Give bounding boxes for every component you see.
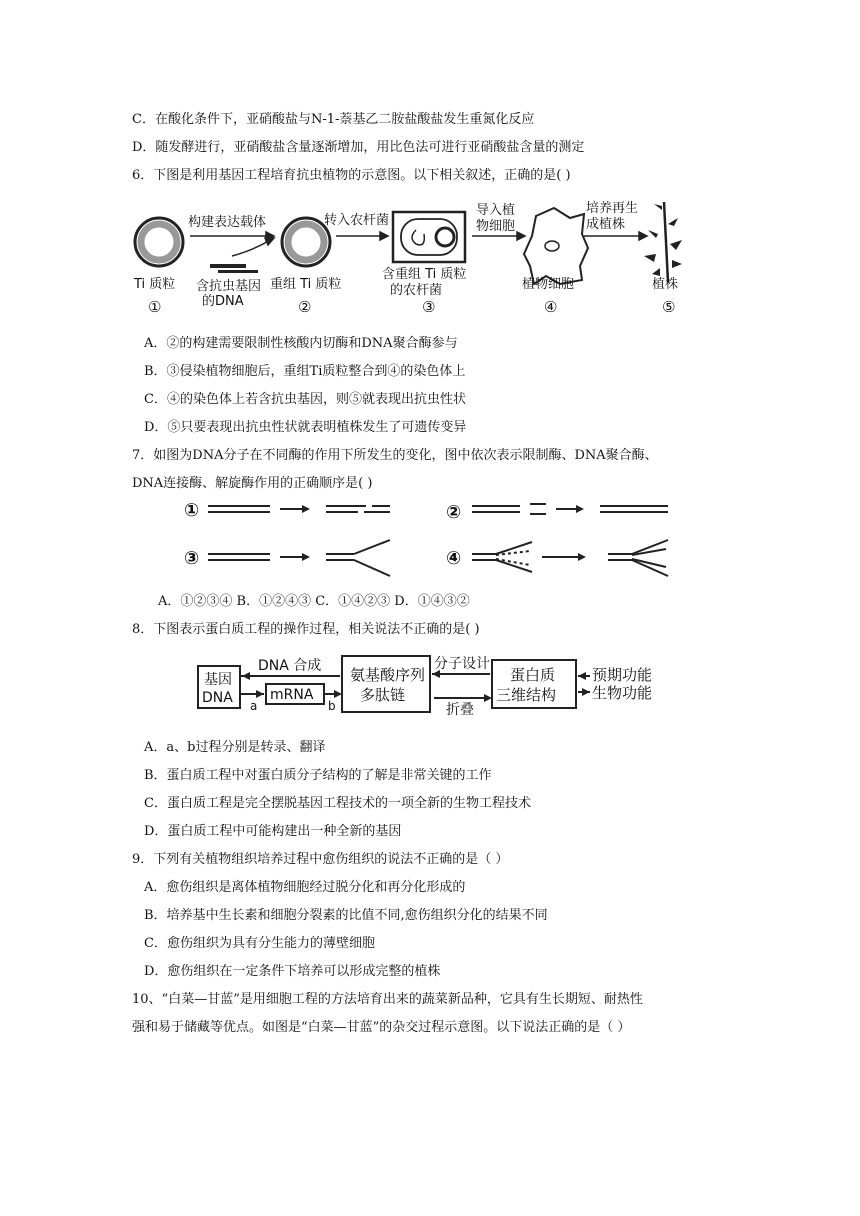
fig6-arrow3b: 物细胞 xyxy=(476,219,516,234)
fig6-num3: ③ xyxy=(422,298,436,316)
question-10-line1: 10、“白菜—甘蓝”是用细胞工程的方法培育出来的蔬菜新品种，它具有生长期短、耐热性 xyxy=(132,992,643,1007)
fig7-n2: ② xyxy=(446,502,462,523)
fig8-mol-design: 分子设计 xyxy=(434,656,490,672)
fig8-bio-func: 生物功能 xyxy=(592,684,653,702)
fig6-label4: 植物细胞 xyxy=(522,277,575,292)
option-d-prev: D．随发酵进行，亚硝酸盐含量逐渐增加，用比色法可进行亚硝酸盐含量的测定 xyxy=(132,140,585,155)
fig6-label1: Ti 质粒 xyxy=(134,277,176,292)
fig8-a: a xyxy=(250,699,258,713)
fig7-n4: ④ xyxy=(446,548,462,569)
q9-option-c: C．愈伤组织为具有分生能力的薄壁细胞 xyxy=(144,936,375,951)
fig8-b: b xyxy=(328,699,336,713)
q7-options: A．①②③④ B．①②④③ C．①④②③ D．①④③② xyxy=(158,594,470,609)
fig8-dna-synth: DNA 合成 xyxy=(258,658,322,674)
q9-option-d: D．愈伤组织在一定条件下培养可以形成完整的植株 xyxy=(144,964,441,979)
fig8-aa-seq: 氨基酸序列 xyxy=(350,666,426,684)
fig6-num5: ⑤ xyxy=(662,298,676,316)
q8-option-b: B．蛋白质工程中对蛋白质分子结构的了解是非常关键的工作 xyxy=(144,768,492,783)
fig6-num1: ① xyxy=(148,298,162,316)
option-c-prev: C．在酸化条件下，亚硝酸盐与N-1-萘基乙二胺盐酸盐发生重氮化反应 xyxy=(132,112,535,127)
question-6: 6．下图是利用基因工程培育抗虫植物的示意图。以下相关叙述，正确的是( ) xyxy=(132,168,571,183)
fig7-n1: ① xyxy=(184,500,200,521)
fig6-gene-b: 的DNA xyxy=(202,294,244,309)
fig7-n3: ③ xyxy=(184,548,200,569)
fig8-gene: 基因 xyxy=(204,672,232,688)
q6-option-d: D．⑤只要表现出抗虫性状就表明植株发生了可遗传变异 xyxy=(144,420,467,435)
figure-8-protein-engineering xyxy=(196,648,666,716)
q6-option-b: B．③侵染植物细胞后，重组Ti质粒整合到④的染色体上 xyxy=(144,364,466,379)
q8-option-a: A．a、b过程分别是转录、翻译 xyxy=(144,740,326,755)
fig8-protein: 蛋白质 xyxy=(510,666,556,684)
question-9: 9．下列有关植物组织培养过程中愈伤组织的说法不正确的是（ ） xyxy=(132,852,509,867)
question-8: 8．下图表示蛋白质工程的操作过程，相关说法不正确的是( ) xyxy=(132,622,480,637)
fig6-label2: 重组 Ti 质粒 xyxy=(270,277,342,292)
fig8-fold: 折叠 xyxy=(446,702,474,716)
q8-option-d: D．蛋白质工程中可能构建出一种全新的基因 xyxy=(144,824,402,839)
fig6-arrow4b: 成植株 xyxy=(586,217,626,232)
q6-option-a: A．②的构建需要限制性核酸内切酶和DNA聚合酶参与 xyxy=(144,336,458,351)
fig6-arrow1: 构建表达载体 xyxy=(188,215,267,230)
fig6-num2: ② xyxy=(298,298,312,316)
fig8-expected: 预期功能 xyxy=(592,666,653,684)
fig6-arrow2: 转入农杆菌 xyxy=(324,213,390,228)
fig6-arrow4a: 培养再生 xyxy=(586,201,639,216)
q9-option-b: B．培养基中生长素和细胞分裂素的比值不同,愈伤组织分化的结果不同 xyxy=(144,908,548,923)
fig8-polypeptide: 多肽链 xyxy=(360,686,406,704)
fig6-label5: 植株 xyxy=(652,277,679,292)
fig6-arrow3a: 导入植 xyxy=(476,203,516,218)
fig6-label3b: 的农杆菌 xyxy=(390,283,443,298)
q8-option-c: C．蛋白质工程是完全摆脱基因工程技术的一项全新的生物工程技术 xyxy=(144,796,531,811)
question-10-line2: 强和易于储藏等优点。如图是“白菜—甘蓝”的杂交过程示意图。以下说法正确的是（ ） xyxy=(132,1020,631,1035)
fig8-dna: DNA xyxy=(202,690,233,706)
fig8-struct3d: 三维结构 xyxy=(496,686,557,704)
fig8-mrna: mRNA xyxy=(270,687,314,703)
fig6-label3a: 含重组 Ti 质粒 xyxy=(382,267,467,282)
figure-6-gene-engineering xyxy=(128,194,728,322)
fig6-gene-a: 含抗虫基因 xyxy=(196,279,262,294)
figure-7-dna-enzymes xyxy=(180,494,680,580)
fig6-num4: ④ xyxy=(544,298,558,316)
question-7-line2: DNA连接酶、解旋酶作用的正确顺序是( ) xyxy=(132,476,373,491)
q6-option-c: C．④的染色体上若含抗虫基因，则⑤就表现出抗虫性状 xyxy=(144,392,466,407)
question-7-line1: 7．如图为DNA分子在不同酶的作用下所发生的变化，图中依次表示限制酶、DNA聚合酶、 xyxy=(132,448,658,463)
q9-option-a: A．愈伤组织是离体植物细胞经过脱分化和再分化形成的 xyxy=(144,880,466,895)
